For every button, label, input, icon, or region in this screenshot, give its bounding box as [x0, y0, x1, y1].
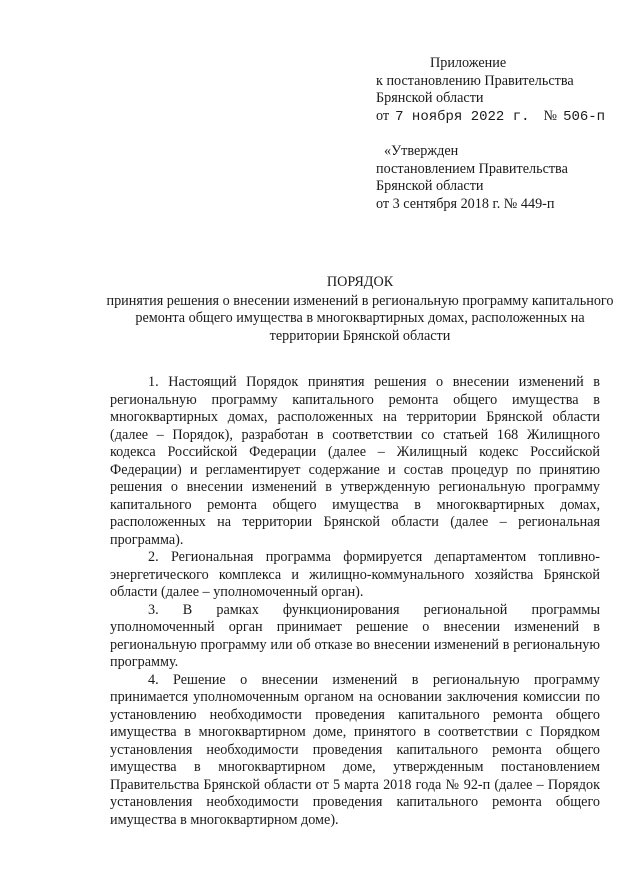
document-subtitle: принятия решения о внесении изменений в региональную программу капитального ремонта общего имущества в многоквартирных домах, расположенных на территории Брянской области [106, 292, 614, 344]
approved-resolution-line: постановлением Правительства [376, 160, 568, 177]
approval-title: Приложение [430, 55, 507, 71]
approval-date-value: 7 ноября 2022 г. [395, 108, 530, 125]
approval-resolution-line: к постановлению Правительства [376, 72, 574, 89]
approval-date-prefix: от [376, 107, 390, 124]
approved-region-line: Брянской области [376, 178, 484, 194]
approval-block [376, 55, 616, 126]
approved-title: «Утвержден [384, 143, 459, 159]
approval-number-value: 506-п [563, 108, 606, 125]
document-body [110, 374, 600, 829]
paragraph-2: 2. Региональная программа формируется департаментом топливно-энергетического комплекса и жилищно-коммунального хозяйства Брянской области (далее – уполномоченный орган). [110, 549, 600, 600]
approved-block [376, 143, 616, 213]
document-heading [100, 274, 620, 345]
document-title: ПОРЯДОК [326, 274, 394, 290]
approval-number-label: № [543, 107, 558, 124]
paragraph-3: 3. В рамках функционирования региональной программы уполномоченный орган принимает решение о внесении изменений в региональную программу или об отказе во внесении изменений в региональную программу. [110, 601, 600, 670]
paragraph-1: 1. Настоящий Порядок принятия решения о внесении изменений в региональную программу капитального ремонта общего имущества в многоквартирных домах, расположенных на территории Брянской области (далее – Порядок), разработан в соответствии со статьей 168 Жилищного кодекса Российской Федерации (далее – Жилищный кодекс Российской Федерации) и регламентирует содержание и состав процедур по принятию решения о внесении изменений в утвержденную региональную программу капитального ремонта общего имущества в многоквартирных домах, расположенных на территории Брянской области (далее – региональная программа). [110, 374, 600, 548]
approved-date-line: от 3 сентября 2018 г. № 449-п [376, 195, 555, 212]
approval-date-line [376, 108, 616, 127]
paragraph-4: 4. Решение о внесении изменений в региональную программу принимается уполномоченным органом на основании заключения комиссии по установлению необходимости проведения капитального ремонта общего имущества в многоквартирном доме, принятого в соответствии с Порядком установления необходимости проведения капитального ремонта общего имущества в многоквартирном доме, утвержденным постановлением Правительства Брянской области от 5 марта 2018 года № 92-п (далее – Порядок установления необходимости проведения капитального ремонта общего имущества в многоквартирном доме). [110, 671, 600, 828]
approval-region-line: Брянской области [376, 90, 484, 106]
